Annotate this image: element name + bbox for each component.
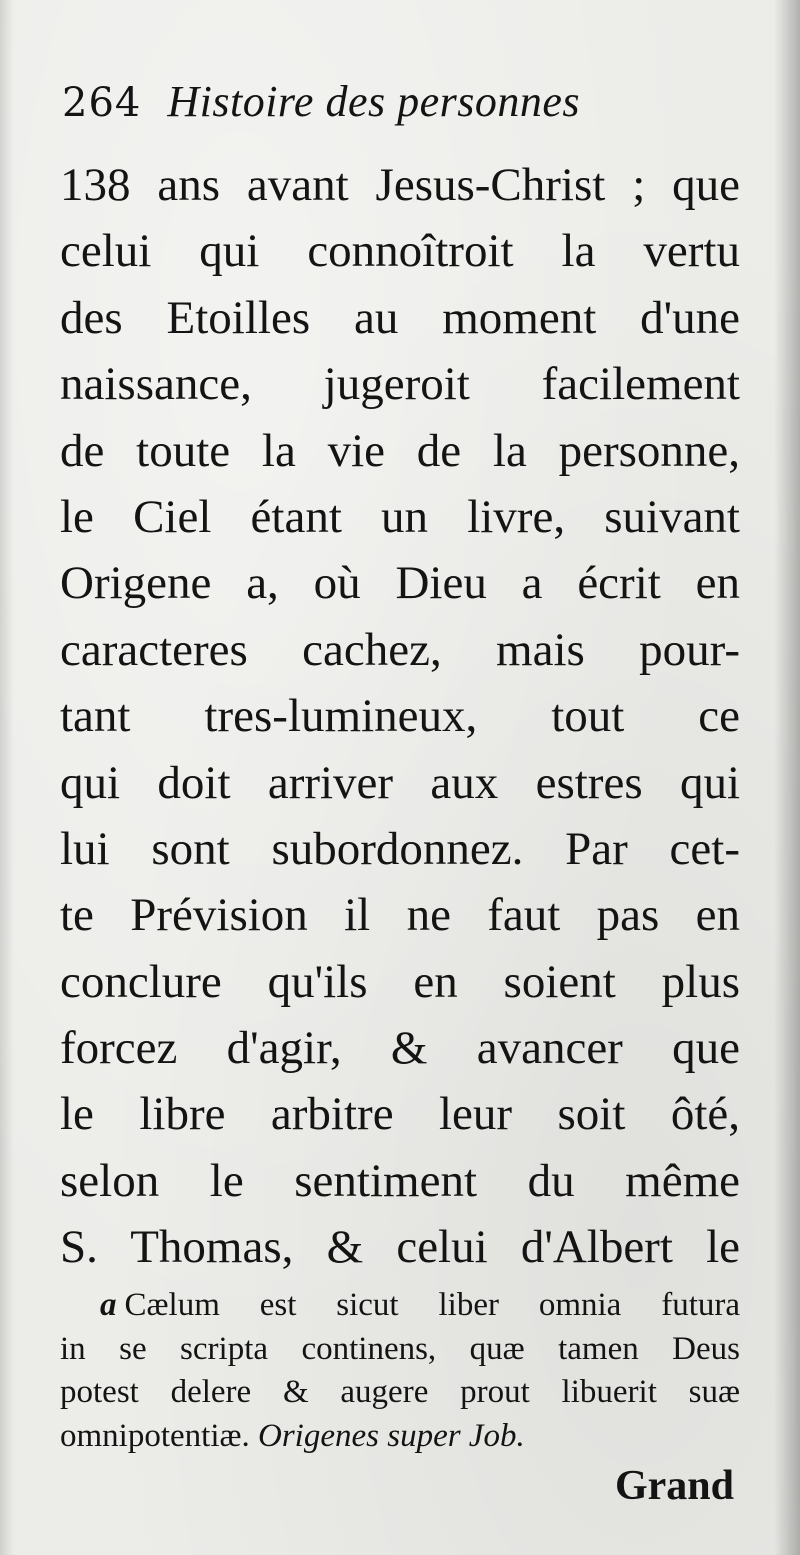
text-line: conclure qu'ils en soient plus	[60, 955, 740, 1008]
text-line: celui qui connoîtroit la vertu	[60, 225, 740, 278]
text-line: selon le sentiment du même	[60, 1154, 740, 1207]
text-line: S. Thomas, & celui d'Albert le	[60, 1221, 740, 1274]
text-line: des Etoilles au moment d'une	[60, 291, 740, 344]
text-line: te Prévision il ne faut pas en	[60, 889, 740, 942]
text-line: le Ciel étant un livre, suivant	[60, 490, 740, 543]
footnote-line	[60, 1284, 740, 1328]
text-line: le libre arbitre leur soit ôté,	[60, 1088, 740, 1141]
text-line: de toute la vie de la personne,	[60, 424, 740, 477]
text-line: forcez d'agir, & avancer que	[60, 1022, 740, 1075]
footnote	[60, 1284, 740, 1458]
running-head: Histoire des personnes	[167, 77, 581, 126]
text-line: caracteres cachez, mais pour-	[60, 623, 740, 676]
footnote-line	[60, 1415, 740, 1459]
page-shadow-right	[774, 0, 800, 1555]
text-line: naissance, jugeroit facilement	[60, 358, 740, 411]
body-text	[60, 152, 740, 1281]
text-line: 138 ans avant Jesus-Christ ; que	[60, 159, 740, 211]
footnote-source: Origenes super Job.	[258, 1417, 525, 1454]
footnote-text: Cælum est sicut liber omnia futura	[124, 1287, 740, 1323]
catchword: Grand	[614, 1463, 734, 1509]
text-line: lui sont subordonnez. Par cet-	[60, 822, 740, 875]
footnote-marker: a	[100, 1287, 117, 1323]
text-line: tant tres-lumineux, tout ce	[60, 690, 740, 743]
footnote-line: in se scripta continens, quæ tamen Deus	[60, 1330, 740, 1367]
page-number: 264	[62, 80, 142, 126]
page-shadow-left	[0, 0, 14, 1555]
footnote-line: potest delere & augere prout libuerit suæ	[60, 1374, 740, 1410]
page-header	[62, 76, 580, 136]
text-line: qui doit arriver aux estres qui	[60, 756, 740, 809]
text-line: Origene a, où Dieu a écrit en	[60, 557, 740, 610]
footnote-text: omnipotentiæ.	[60, 1417, 250, 1454]
